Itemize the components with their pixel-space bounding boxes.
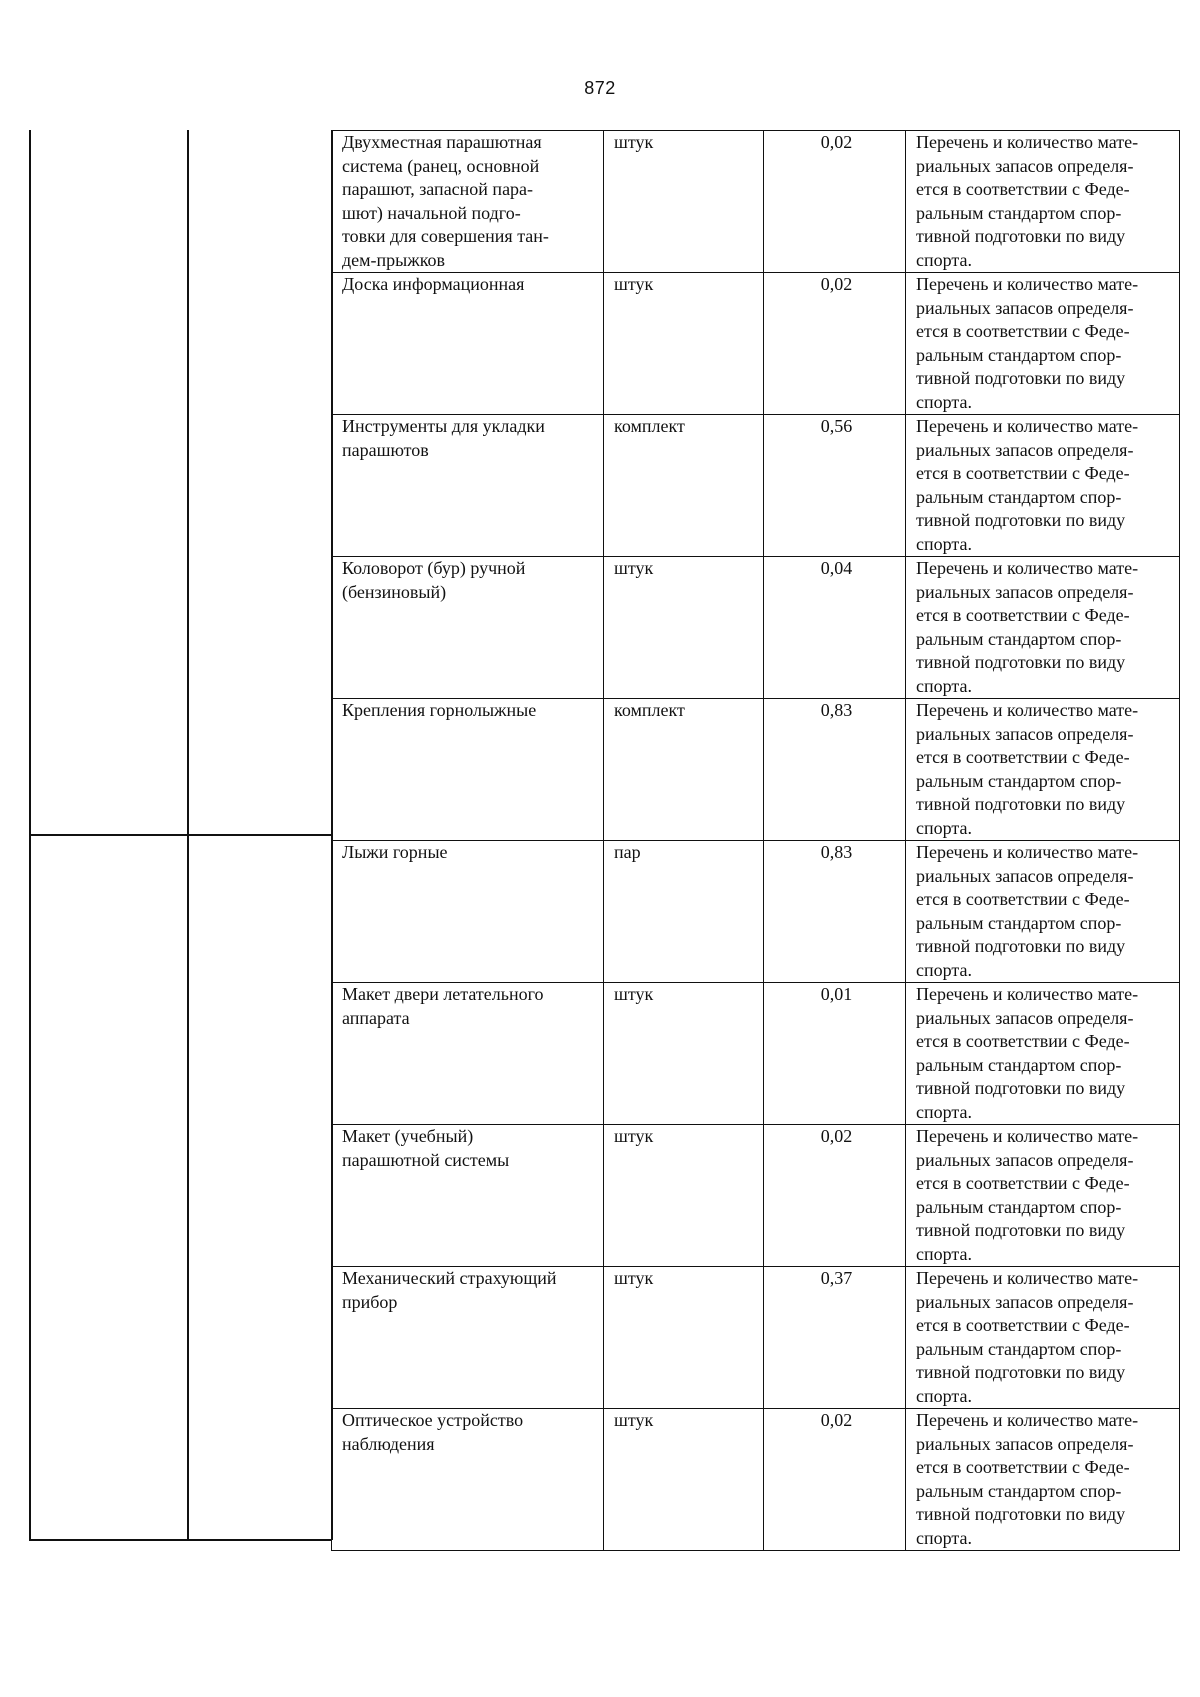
note-line: ральным стандартом спор- [916, 202, 1122, 223]
note-cell [906, 1409, 1180, 1551]
note-line: Перечень и количество мате- [916, 416, 1139, 436]
note-line: риальных запасов определя- [916, 297, 1134, 318]
table-row [332, 415, 1180, 557]
note-line: тивной подготовки по виду [916, 652, 1126, 672]
table-row [332, 1267, 1180, 1409]
note-cell [906, 557, 1180, 699]
table-row [332, 1125, 1180, 1267]
quantity-cell: 0,04 [764, 557, 906, 699]
note-cell [906, 983, 1180, 1125]
note-cell [906, 699, 1180, 841]
item-name-line: аппарата [342, 1007, 410, 1028]
unit-cell: штук [604, 983, 764, 1125]
unit-cell: штук [604, 131, 764, 273]
unit-cell: штук [604, 273, 764, 415]
item-name-line: Крепления горнолыжные [342, 700, 537, 720]
note-line: Перечень и количество мате- [916, 984, 1139, 1004]
unit-cell: штук [604, 1267, 764, 1409]
item-name-line: Макет (учебный) [342, 1126, 474, 1146]
note-line: спорта. [916, 1385, 972, 1406]
item-name-line: Доска информационная [342, 274, 525, 294]
note-line: риальных запасов определя- [916, 581, 1134, 602]
note-line: спорта. [916, 391, 972, 412]
note-line: спорта. [916, 533, 972, 554]
table-bottom-left-border [29, 1539, 332, 1541]
item-name-cell [332, 1409, 604, 1551]
item-name-cell [332, 699, 604, 841]
item-name-line: (бензиновый) [342, 581, 447, 602]
note-line: спорта. [916, 1527, 972, 1548]
quantity-cell: 0,83 [764, 699, 906, 841]
note-line: ется в соответствии с Феде- [916, 1315, 1130, 1335]
note-line: тивной подготовки по виду [916, 1078, 1126, 1098]
note-line: спорта. [916, 675, 972, 696]
note-line: ральным стандартом спор- [916, 1338, 1122, 1359]
note-line: тивной подготовки по виду [916, 368, 1126, 388]
note-line: спорта. [916, 1243, 972, 1264]
note-line: Перечень и количество мате- [916, 1268, 1139, 1288]
quantity-cell: 0,56 [764, 415, 906, 557]
item-name-line: Двухместная парашютная [342, 132, 542, 152]
item-name-line: Механический страхующий [342, 1268, 557, 1288]
quantity-cell: 0,02 [764, 273, 906, 415]
item-name-cell [332, 1125, 604, 1267]
quantity-cell: 0,02 [764, 131, 906, 273]
note-line: ральным стандартом спор- [916, 912, 1122, 933]
note-line: ральным стандартом спор- [916, 770, 1122, 791]
note-line: спорта. [916, 959, 972, 980]
quantity-cell: 0,02 [764, 1125, 906, 1267]
item-name-cell [332, 841, 604, 983]
item-name-line: Лыжи горные [342, 842, 448, 862]
unit-cell: штук [604, 557, 764, 699]
item-name-line: шют) начальной подго- [342, 202, 521, 223]
note-line: ральным стандартом спор- [916, 628, 1122, 649]
note-line: риальных запасов определя- [916, 439, 1134, 460]
note-line: спорта. [916, 249, 972, 270]
item-name-line: система (ранец, основной [342, 155, 540, 176]
item-name-cell [332, 1267, 604, 1409]
note-line: ется в соответствии с Феде- [916, 463, 1130, 483]
equipment-table-body [332, 131, 1180, 1551]
note-line: ется в соответствии с Феде- [916, 179, 1130, 199]
note-line: риальных запасов определя- [916, 1007, 1134, 1028]
note-cell [906, 131, 1180, 273]
table-row [332, 699, 1180, 841]
note-line: ральным стандартом спор- [916, 1196, 1122, 1217]
item-name-line: Оптическое устройство [342, 1410, 524, 1430]
item-name-cell [332, 557, 604, 699]
note-line: риальных запасов определя- [916, 1291, 1134, 1312]
note-line: ется в соответствии с Феде- [916, 747, 1130, 767]
note-line: риальных запасов определя- [916, 865, 1134, 886]
note-line: ется в соответствии с Феде- [916, 321, 1130, 341]
note-line: Перечень и количество мате- [916, 1126, 1139, 1146]
note-line: ется в соответствии с Феде- [916, 1173, 1130, 1193]
table-row [332, 1409, 1180, 1551]
note-cell [906, 1267, 1180, 1409]
note-line: риальных запасов определя- [916, 1433, 1134, 1454]
equipment-table [331, 130, 1180, 1551]
left-column-row-separator [29, 834, 332, 836]
item-name-cell [332, 983, 604, 1125]
note-line: риальных запасов определя- [916, 723, 1134, 744]
item-name-cell [332, 131, 604, 273]
unit-cell: комплект [604, 415, 764, 557]
quantity-cell: 0,01 [764, 983, 906, 1125]
table-row [332, 273, 1180, 415]
quantity-cell: 0,02 [764, 1409, 906, 1551]
note-line: спорта. [916, 1101, 972, 1122]
note-line: ральным стандартом спор- [916, 486, 1122, 507]
note-line: тивной подготовки по виду [916, 794, 1126, 814]
note-line: риальных запасов определя- [916, 1149, 1134, 1170]
note-cell [906, 841, 1180, 983]
note-line: риальных запасов определя- [916, 155, 1134, 176]
item-name-line: Коловорот (бур) ручной [342, 558, 526, 578]
unit-cell: пар [604, 841, 764, 983]
note-line: тивной подготовки по виду [916, 1362, 1126, 1382]
note-line: Перечень и количество мате- [916, 1410, 1139, 1430]
unit-cell: комплект [604, 699, 764, 841]
note-line: тивной подготовки по виду [916, 1220, 1126, 1240]
item-name-line: парашютов [342, 439, 429, 460]
quantity-cell: 0,37 [764, 1267, 906, 1409]
note-cell [906, 1125, 1180, 1267]
note-line: ется в соответствии с Феде- [916, 605, 1130, 625]
item-name-line: Инструменты для укладки [342, 416, 545, 436]
note-line: Перечень и количество мате- [916, 132, 1139, 152]
item-name-cell [332, 415, 604, 557]
note-line: ется в соответствии с Феде- [916, 889, 1130, 909]
quantity-cell: 0,83 [764, 841, 906, 983]
note-line: ральным стандартом спор- [916, 1480, 1122, 1501]
table-row [332, 557, 1180, 699]
item-name-line: Макет двери летательного [342, 984, 544, 1004]
item-name-line: прибор [342, 1291, 398, 1312]
item-name-line: парашютной системы [342, 1149, 510, 1170]
note-line: Перечень и количество мате- [916, 558, 1139, 578]
note-cell [906, 415, 1180, 557]
note-line: Перечень и количество мате- [916, 700, 1139, 720]
note-line: тивной подготовки по виду [916, 510, 1126, 530]
note-line: тивной подготовки по виду [916, 936, 1126, 956]
note-cell [906, 273, 1180, 415]
item-name-cell [332, 273, 604, 415]
note-line: ется в соответствии с Феде- [916, 1457, 1130, 1477]
note-line: ется в соответствии с Феде- [916, 1031, 1130, 1051]
table-row [332, 983, 1180, 1125]
item-name-line: товки для совершения тан- [342, 226, 549, 246]
note-line: тивной подготовки по виду [916, 1504, 1126, 1524]
item-name-line: наблюдения [342, 1433, 435, 1454]
note-line: тивной подготовки по виду [916, 226, 1126, 246]
note-line: Перечень и количество мате- [916, 842, 1139, 862]
table-row [332, 841, 1180, 983]
unit-cell: штук [604, 1409, 764, 1551]
table-row [332, 131, 1180, 273]
note-line: ральным стандартом спор- [916, 344, 1122, 365]
item-name-line: парашют, запасной пара- [342, 179, 534, 199]
note-line: ральным стандартом спор- [916, 1054, 1122, 1075]
note-line: Перечень и количество мате- [916, 274, 1139, 294]
unit-cell: штук [604, 1125, 764, 1267]
note-line: спорта. [916, 817, 972, 838]
page-number: 872 [584, 78, 616, 98]
item-name-line: дем-прыжков [342, 249, 446, 270]
